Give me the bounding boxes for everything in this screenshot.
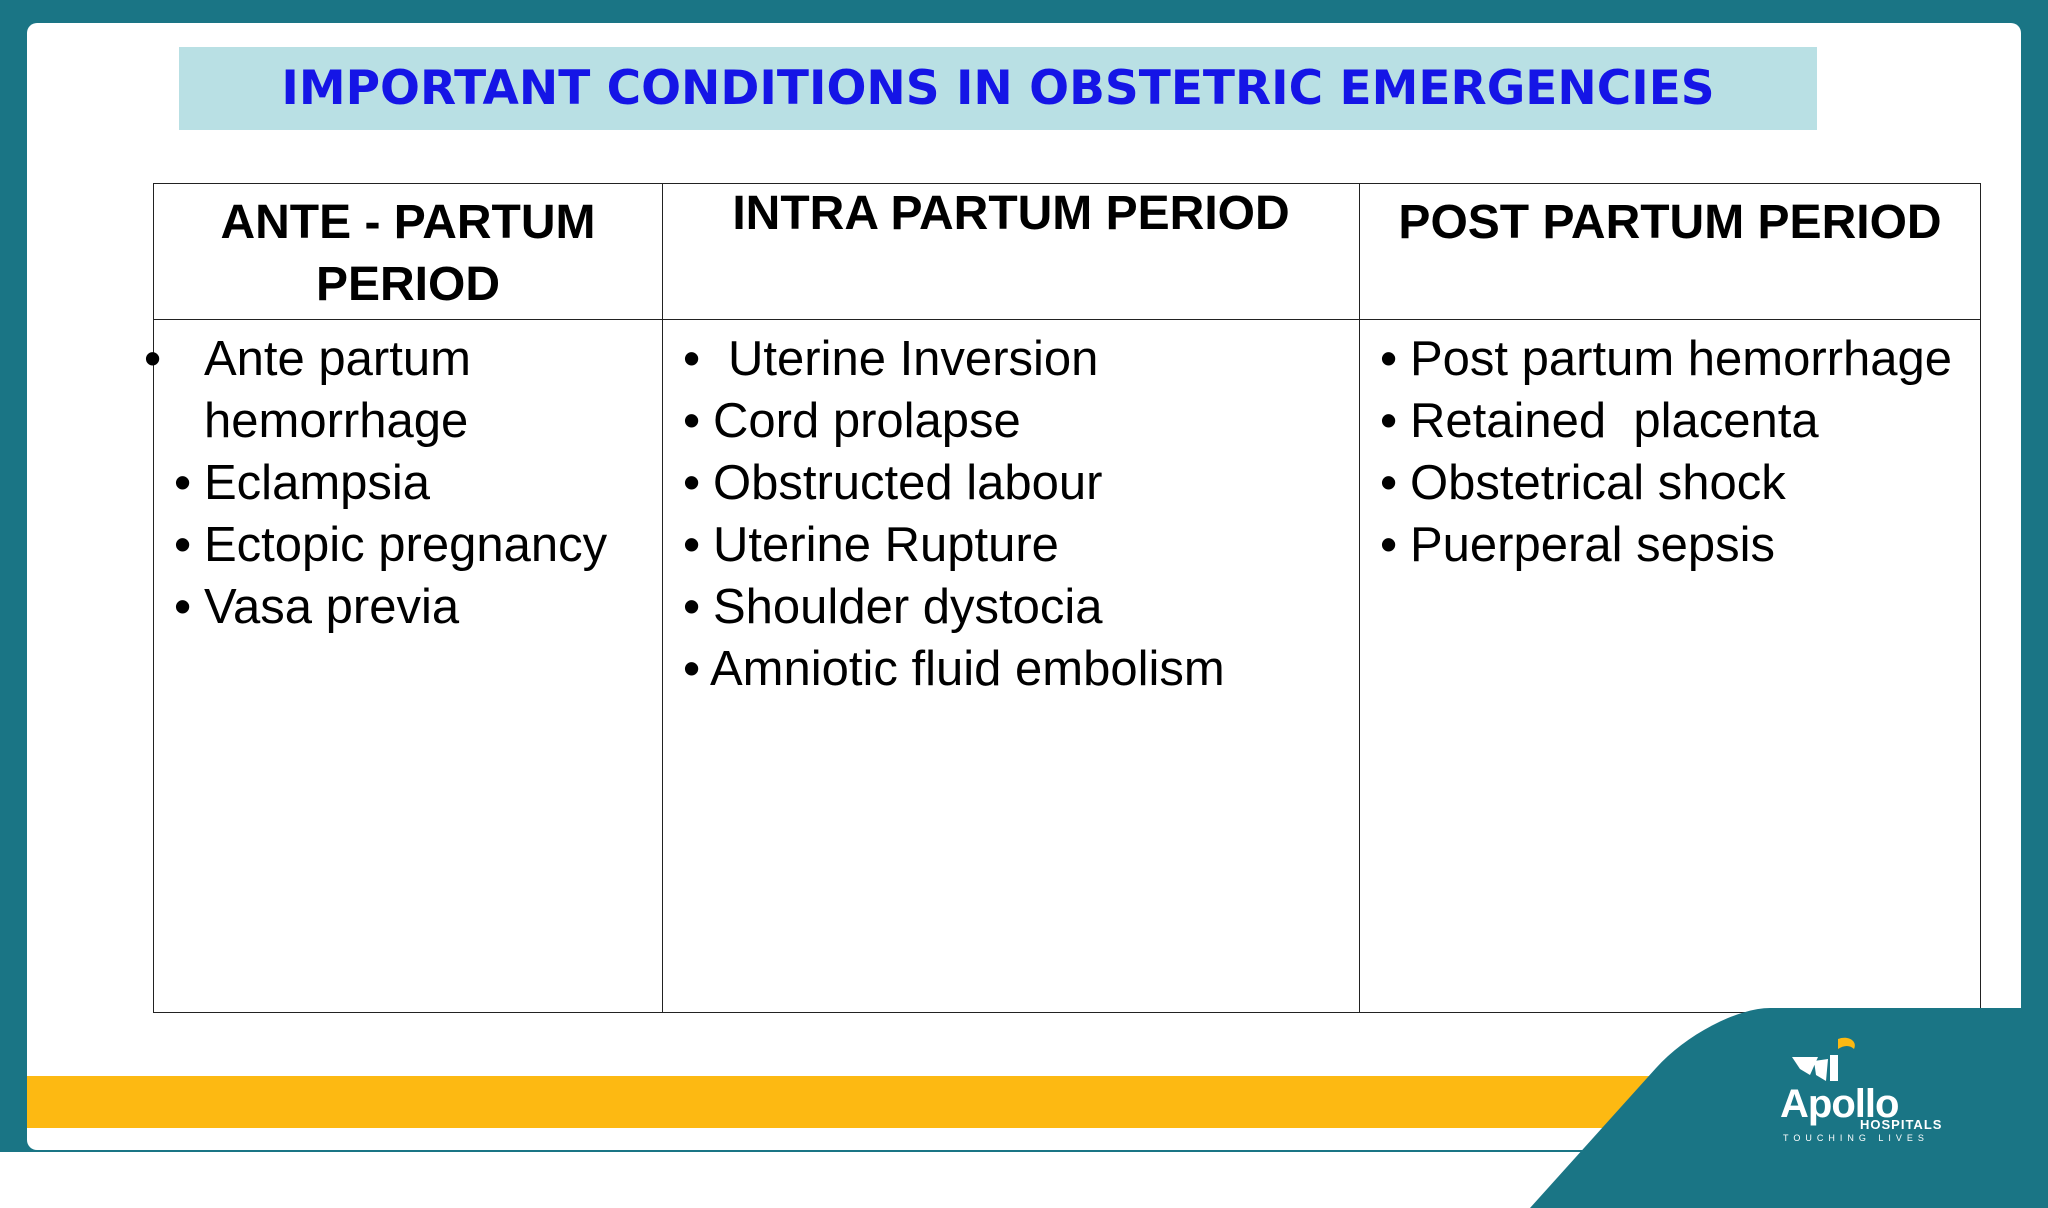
list-item: • Post partum hemorrhage [1380, 328, 1962, 390]
bullet-icon: • [683, 332, 701, 386]
ante-partum-cell [144, 320, 663, 1013]
post-partum-list [1380, 328, 1962, 576]
list-item: • Uterine Rupture [683, 514, 1341, 576]
title-banner [179, 47, 1817, 130]
list-item: • Uterine Inversion [683, 328, 1341, 390]
intra-partum-cell [663, 320, 1360, 1013]
bullet-icon: • [174, 580, 192, 634]
bullet-icon: • [174, 518, 192, 572]
list-item: • Shoulder dystocia [683, 576, 1341, 638]
table-body-row [154, 320, 1981, 1013]
list-item: • Ante partum hemorrhage [174, 328, 644, 452]
table-header-row [154, 184, 1981, 320]
bullet-icon: • [683, 394, 701, 448]
bullet-icon: • [683, 580, 701, 634]
bullet-icon: • [1380, 518, 1398, 572]
list-item: • Obstetrical shock [1380, 452, 1962, 514]
bullet-icon: • [144, 332, 162, 386]
bullet-icon: • [174, 456, 192, 510]
ante-partum-list [144, 328, 644, 638]
slide [27, 23, 2021, 1150]
header-ante-partum: ANTE - PARTUM PERIOD [154, 184, 663, 320]
logo-tagline: TOUCHING LIVES [1783, 1133, 1929, 1143]
bullet-icon: • [683, 456, 701, 510]
logo-sub: HOSPITALS [1860, 1117, 1943, 1132]
list-item: • Puerperal sepsis [1380, 514, 1962, 576]
list-item: • Eclampsia [174, 452, 644, 514]
header-post-partum: POST PARTUM PERIOD [1360, 184, 1981, 320]
intra-partum-list [683, 328, 1341, 700]
list-item: • Obstructed labour [683, 452, 1341, 514]
bullet-icon: • [683, 642, 701, 696]
list-item: • Vasa previa [174, 576, 644, 638]
list-item: • Amniotic fluid embolism [683, 638, 1341, 700]
slide-title: IMPORTANT CONDITIONS IN OBSTETRIC EMERGENCIES [281, 61, 1715, 116]
list-item: • Ectopic pregnancy [174, 514, 644, 576]
list-item: • Retained placenta [1380, 390, 1962, 452]
post-partum-cell [1360, 320, 1981, 1013]
bullet-icon: • [1380, 456, 1398, 510]
bullet-icon: • [683, 518, 701, 572]
logo-name: Apollo [1780, 1082, 1899, 1126]
bullet-icon: • [1380, 332, 1398, 386]
header-intra-partum: INTRA PARTUM PERIOD [663, 184, 1360, 320]
conditions-table [144, 183, 1981, 1013]
list-item: • Cord prolapse [683, 390, 1341, 452]
bullet-icon: • [1380, 394, 1398, 448]
accent-band [27, 1076, 1667, 1128]
